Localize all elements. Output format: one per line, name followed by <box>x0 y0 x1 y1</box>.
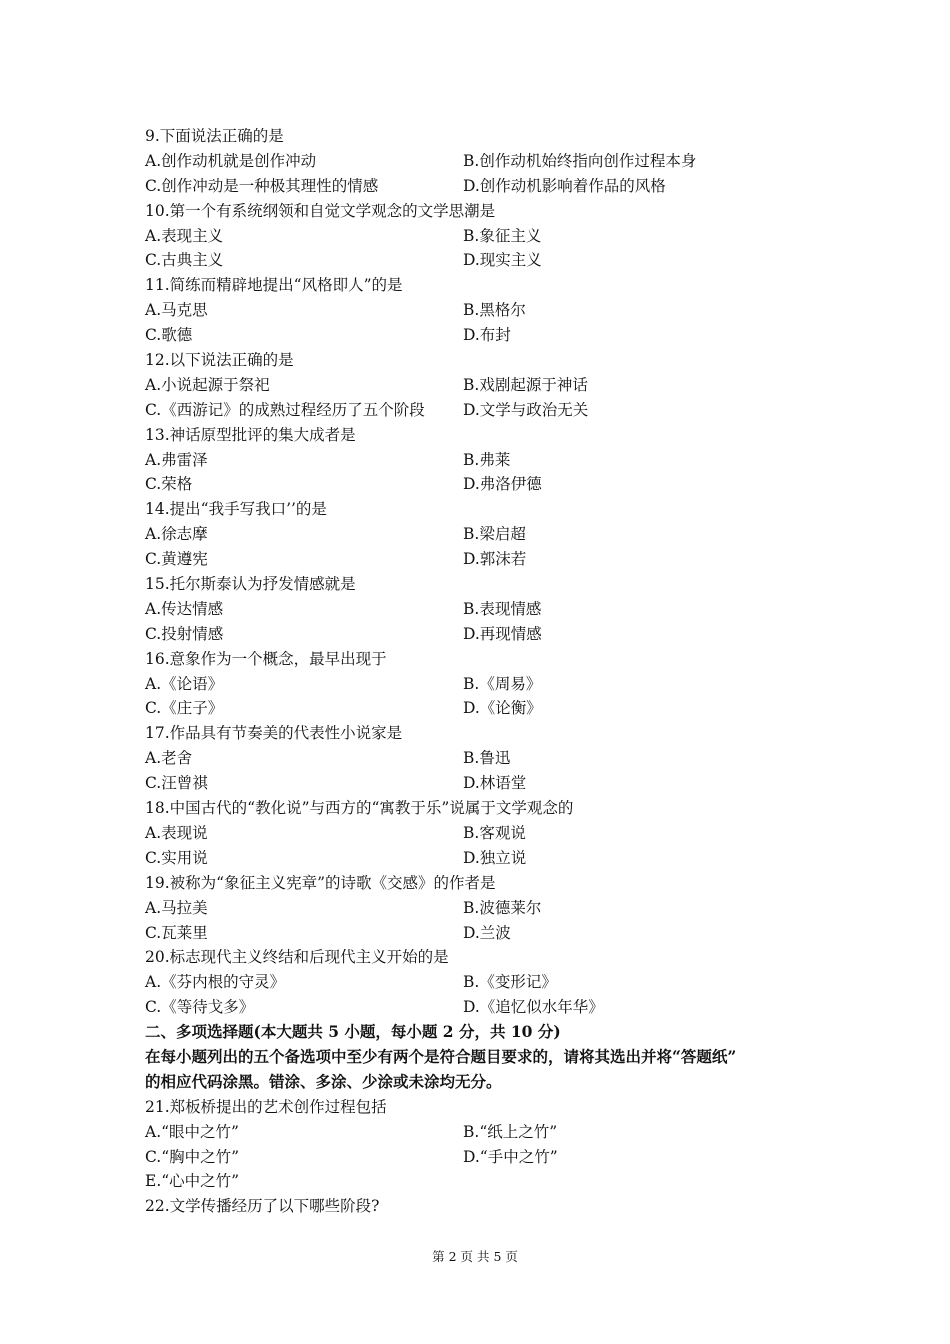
option-c: C.投射情感 <box>145 624 224 643</box>
option-a: A.老舍 <box>145 749 193 768</box>
option-row <box>145 323 835 348</box>
option-c: C.实用说 <box>145 848 208 867</box>
option-c: C.黄遵宪 <box>145 550 208 569</box>
option-a: A.徐志摩 <box>145 525 208 544</box>
question-stem: 17.作品具有节奏美的代表性小说家是 <box>145 724 403 743</box>
option-row <box>145 522 835 547</box>
question-stem: 14.提出“我手写我口’’的是 <box>145 500 327 519</box>
option-row <box>145 970 835 995</box>
option-b: B.客观说 <box>463 823 526 842</box>
section-instructions-line-2: 的相应代码涂黑。错涂、多涂、少涂或未涂均无分。 <box>145 1071 502 1091</box>
option-c: C.歌德 <box>145 326 193 345</box>
option-e: E.“心中之竹” <box>145 1172 240 1191</box>
question-stem: 22.文学传播经历了以下哪些阶段? <box>145 1197 380 1216</box>
question-stem: 9.下面说法正确的是 <box>145 127 284 145</box>
option-b: B.《周易》 <box>463 674 542 693</box>
option-c: C.《西游记》的成熟过程经历了五个阶段 <box>145 400 425 419</box>
question-stem: 20.标志现代主义终结和后现代主义开始的是 <box>145 948 449 967</box>
option-d: D.文学与政治无关 <box>463 400 589 419</box>
option-c: C.创作冲动是一种极其理性的情感 <box>145 176 379 195</box>
option-row <box>145 298 835 323</box>
question-stem: 21.郑板桥提出的艺术创作过程包括 <box>145 1097 387 1116</box>
option-d: D.弗洛伊德 <box>463 475 542 494</box>
page-number-footer: 第 2 页 共 5 页 <box>432 1249 518 1264</box>
option-row <box>145 224 835 249</box>
option-d: D.“手中之竹” <box>463 1147 558 1166</box>
section-instructions-line-1: 在每小题列出的五个备选项中至少有两个是符合题目要求的，请将其选出并将“答题纸” <box>145 1046 737 1066</box>
option-a: A.马克思 <box>145 301 208 320</box>
option-a: A.“眼中之竹” <box>145 1122 239 1141</box>
option-d: D.林语堂 <box>463 774 527 793</box>
option-row <box>145 547 835 572</box>
option-d: D.布封 <box>463 326 511 345</box>
option-row <box>145 149 835 174</box>
option-b: B.梁启超 <box>463 525 526 544</box>
option-a: A.弗雷泽 <box>145 450 208 469</box>
question-stem: 19.被称为“象征主义宪章”的诗歌《交感》的作者是 <box>145 873 496 892</box>
option-d: D.郭沫若 <box>463 550 527 569</box>
option-b: B.表现情感 <box>463 599 542 618</box>
option-row <box>145 597 835 622</box>
option-row <box>145 248 835 273</box>
option-c: C.《等待戈多》 <box>145 998 255 1017</box>
option-c: C.瓦莱里 <box>145 923 208 942</box>
option-row <box>145 696 835 721</box>
option-b: B.象征主义 <box>463 226 542 245</box>
question-stem: 16.意象作为一个概念，最早出现于 <box>145 649 387 668</box>
question-stem: 11.简练而精辟地提出“风格即人”的是 <box>145 276 403 295</box>
option-row <box>145 398 835 423</box>
option-row <box>145 622 835 647</box>
question-stem: 18.中国古代的“教化说”与西方的“寓教于乐”说属于文学观念的 <box>145 799 574 818</box>
option-b: B.《变形记》 <box>463 973 557 992</box>
option-row <box>145 1120 835 1145</box>
section-heading: 二、多项选择题(本大题共 5 小题，每小题 2 分，共 10 分) <box>145 1022 561 1042</box>
option-row <box>145 921 835 946</box>
option-b: B.弗莱 <box>463 450 511 469</box>
option-a: A.小说起源于祭祀 <box>145 375 270 394</box>
option-b: B.鲁迅 <box>463 749 511 768</box>
option-row <box>145 1145 835 1170</box>
option-d: D.现实主义 <box>463 251 542 270</box>
option-row <box>145 672 835 697</box>
option-row <box>145 746 835 771</box>
option-d: D.独立说 <box>463 848 527 867</box>
option-a: A.传达情感 <box>145 599 224 618</box>
question-stem: 12.以下说法正确的是 <box>145 351 294 370</box>
option-b: B.波德莱尔 <box>463 898 542 917</box>
option-b: B.“纸上之竹” <box>463 1122 558 1141</box>
question-stem: 10.第一个有系统纲领和自觉文学观念的文学思潮是 <box>145 201 496 220</box>
exam-content <box>145 124 835 1219</box>
option-a: A.《芬内根的守灵》 <box>145 973 286 992</box>
option-d: D.《追忆似水年华》 <box>463 998 604 1017</box>
option-c: C.古典主义 <box>145 251 224 270</box>
option-row <box>145 846 835 871</box>
option-row <box>145 472 835 497</box>
option-a: A.《论语》 <box>145 674 224 693</box>
option-b: B.戏剧起源于神话 <box>463 375 588 394</box>
option-row <box>145 995 835 1020</box>
option-row <box>145 448 835 473</box>
question-stem: 15.托尔斯泰认为抒发情感就是 <box>145 575 356 594</box>
option-row <box>145 821 835 846</box>
option-row <box>145 373 835 398</box>
option-d: D.创作动机影响着作品的风格 <box>463 176 666 195</box>
option-c: C.汪曾祺 <box>145 774 208 793</box>
option-a: A.表现说 <box>145 823 208 842</box>
question-stem: 13.神话原型批评的集大成者是 <box>145 425 356 444</box>
option-d: D.兰波 <box>463 923 511 942</box>
option-d: D.《论衡》 <box>463 699 542 718</box>
option-c: C.《庄子》 <box>145 699 224 718</box>
option-d: D.再现情感 <box>463 624 542 643</box>
option-row <box>145 896 835 921</box>
option-c: C.荣格 <box>145 475 193 494</box>
option-b: B.黑格尔 <box>463 301 526 320</box>
option-c: C.“胸中之竹” <box>145 1147 240 1166</box>
option-a: A.创作动机就是创作冲动 <box>145 151 317 170</box>
option-a: A.马拉美 <box>145 898 208 917</box>
option-row <box>145 771 835 796</box>
option-row <box>145 174 835 199</box>
option-b: B.创作动机始终指向创作过程本身 <box>463 151 697 170</box>
option-a: A.表现主义 <box>145 226 224 245</box>
